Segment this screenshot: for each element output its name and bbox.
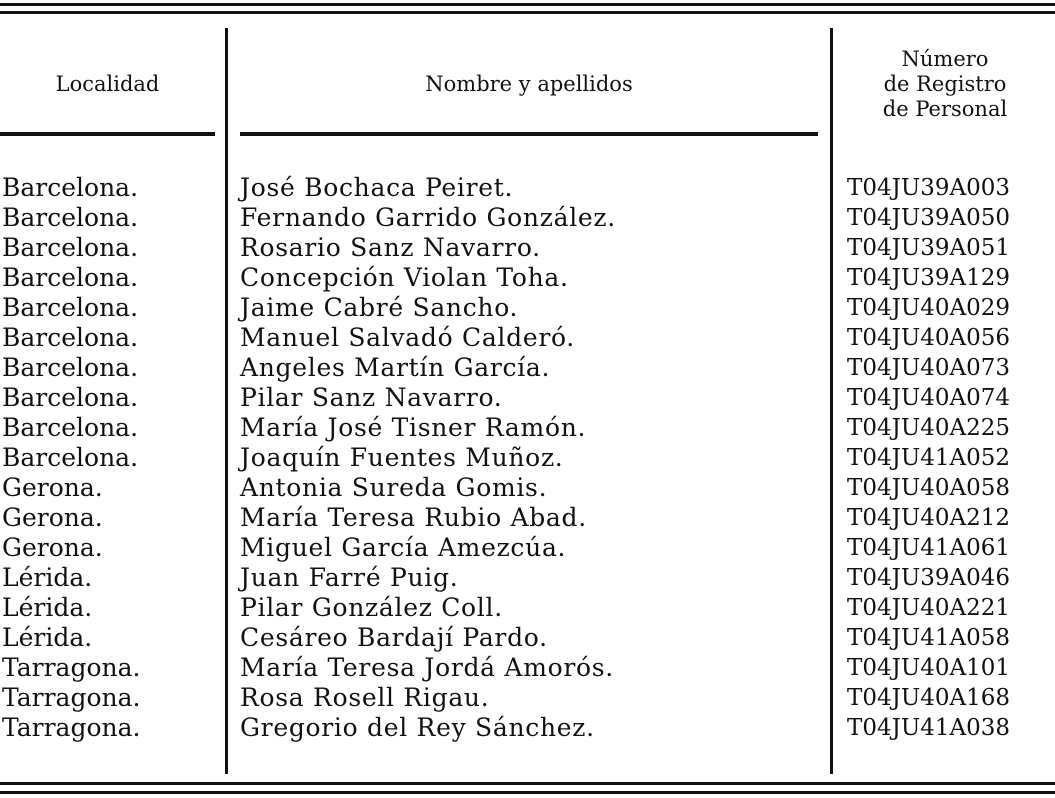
table-row-nombre: Fernando Garrido González. (240, 203, 616, 232)
table-row-localidad: Barcelona. (2, 353, 139, 382)
header-registro (845, 47, 1045, 122)
table-row-nombre: Manuel Salvadó Calderó. (240, 323, 575, 352)
table-row-localidad: Barcelona. (2, 323, 139, 352)
table-row-nombre: José Bochaca Peiret. (240, 173, 514, 202)
bottom-rule (0, 782, 1055, 785)
header-registro-line: de Personal (882, 97, 1008, 121)
table-row-nombre: Miguel García Amezcúa. (240, 533, 567, 562)
table-row-registro: T04JU40A058 (847, 475, 1010, 501)
table-row-registro: T04JU40A212 (847, 505, 1010, 531)
table-row-registro: T04JU41A038 (847, 715, 1010, 741)
table-row-localidad: Tarragona. (2, 683, 141, 712)
table-row-localidad: Gerona. (2, 533, 103, 562)
table-row-nombre: Rosa Rosell Rigau. (240, 683, 490, 712)
table-row-localidad: Tarragona. (2, 713, 141, 742)
table-row-localidad: Barcelona. (2, 443, 139, 472)
table-row-localidad: Barcelona. (2, 383, 139, 412)
table-row-localidad: Barcelona. (2, 203, 139, 232)
column-registro (847, 173, 1010, 743)
column-separator-right (830, 28, 833, 774)
table-row-localidad: Barcelona. (2, 263, 139, 292)
table-row-nombre: María Teresa Rubio Abad. (240, 503, 587, 532)
table-row-registro: T04JU39A003 (847, 175, 1010, 201)
table-row-localidad: Lérida. (2, 623, 93, 652)
table-row-nombre: Juan Farré Puig. (240, 563, 459, 592)
table-row-nombre: Jaime Cabré Sancho. (240, 293, 519, 322)
table-row-nombre: Pilar Sanz Navarro. (240, 383, 503, 412)
table-row-registro: T04JU40A225 (847, 415, 1010, 441)
table-row-registro: T04JU39A046 (847, 565, 1010, 591)
header-localidad: Localidad (55, 72, 160, 96)
table-row-registro: T04JU39A051 (847, 235, 1010, 261)
header-underline-nombre (240, 132, 818, 136)
table-row-registro: T04JU40A073 (847, 355, 1010, 381)
table-row-nombre: Rosario Sanz Navarro. (240, 233, 541, 262)
table-row-localidad: Gerona. (2, 473, 103, 502)
header-registro-line: Número (901, 47, 989, 71)
table-row-localidad: Lérida. (2, 593, 93, 622)
table-row-localidad: Barcelona. (2, 173, 139, 202)
table-row-localidad: Barcelona. (2, 233, 139, 262)
table-row-registro: T04JU40A074 (847, 385, 1010, 411)
table-row-registro: T04JU40A221 (847, 595, 1010, 621)
column-localidad (2, 173, 140, 743)
table-row-nombre: Concepción Violan Toha. (240, 263, 569, 292)
table-row-nombre: Pilar González Coll. (240, 593, 503, 622)
table-row-registro: T04JU41A052 (847, 445, 1010, 471)
table-row-registro: T04JU40A056 (847, 325, 1010, 351)
table-row-registro: T04JU40A029 (847, 295, 1010, 321)
table-row-localidad: Lérida. (2, 563, 93, 592)
table-row-nombre: María José Tisner Ramón. (240, 413, 587, 442)
table-row-nombre: Gregorio del Rey Sánchez. (240, 713, 595, 742)
table-row-registro: T04JU40A101 (847, 655, 1010, 681)
table-row-registro: T04JU41A061 (847, 535, 1010, 561)
header-registro-line: de Registro (883, 72, 1007, 96)
table-row-localidad: Barcelona. (2, 293, 139, 322)
table-row-nombre: Joaquín Fuentes Muñoz. (240, 443, 564, 472)
table-row-nombre: Cesáreo Bardají Pardo. (240, 623, 548, 652)
table-row-localidad: Barcelona. (2, 413, 139, 442)
table-row-registro: T04JU41A058 (847, 625, 1010, 651)
header-underline-localidad (0, 132, 215, 136)
table-row-registro: T04JU39A050 (847, 205, 1010, 231)
top-rule (0, 3, 1055, 6)
table-row-localidad: Tarragona. (2, 653, 141, 682)
table-row-registro: T04JU39A129 (847, 265, 1010, 291)
table-row-nombre: Angeles Martín García. (240, 353, 551, 382)
bottom-rule-inner (0, 791, 1055, 794)
table-row-nombre: María Teresa Jordá Amorós. (240, 653, 614, 682)
table-row-registro: T04JU40A168 (847, 685, 1010, 711)
top-rule-inner (0, 11, 1055, 14)
column-nombre (240, 173, 616, 743)
table-row-localidad: Gerona. (2, 503, 103, 532)
header-nombre: Nombre y apellidos (425, 72, 633, 96)
table-row-nombre: Antonia Sureda Gomis. (240, 473, 548, 502)
column-separator-left (225, 28, 228, 774)
